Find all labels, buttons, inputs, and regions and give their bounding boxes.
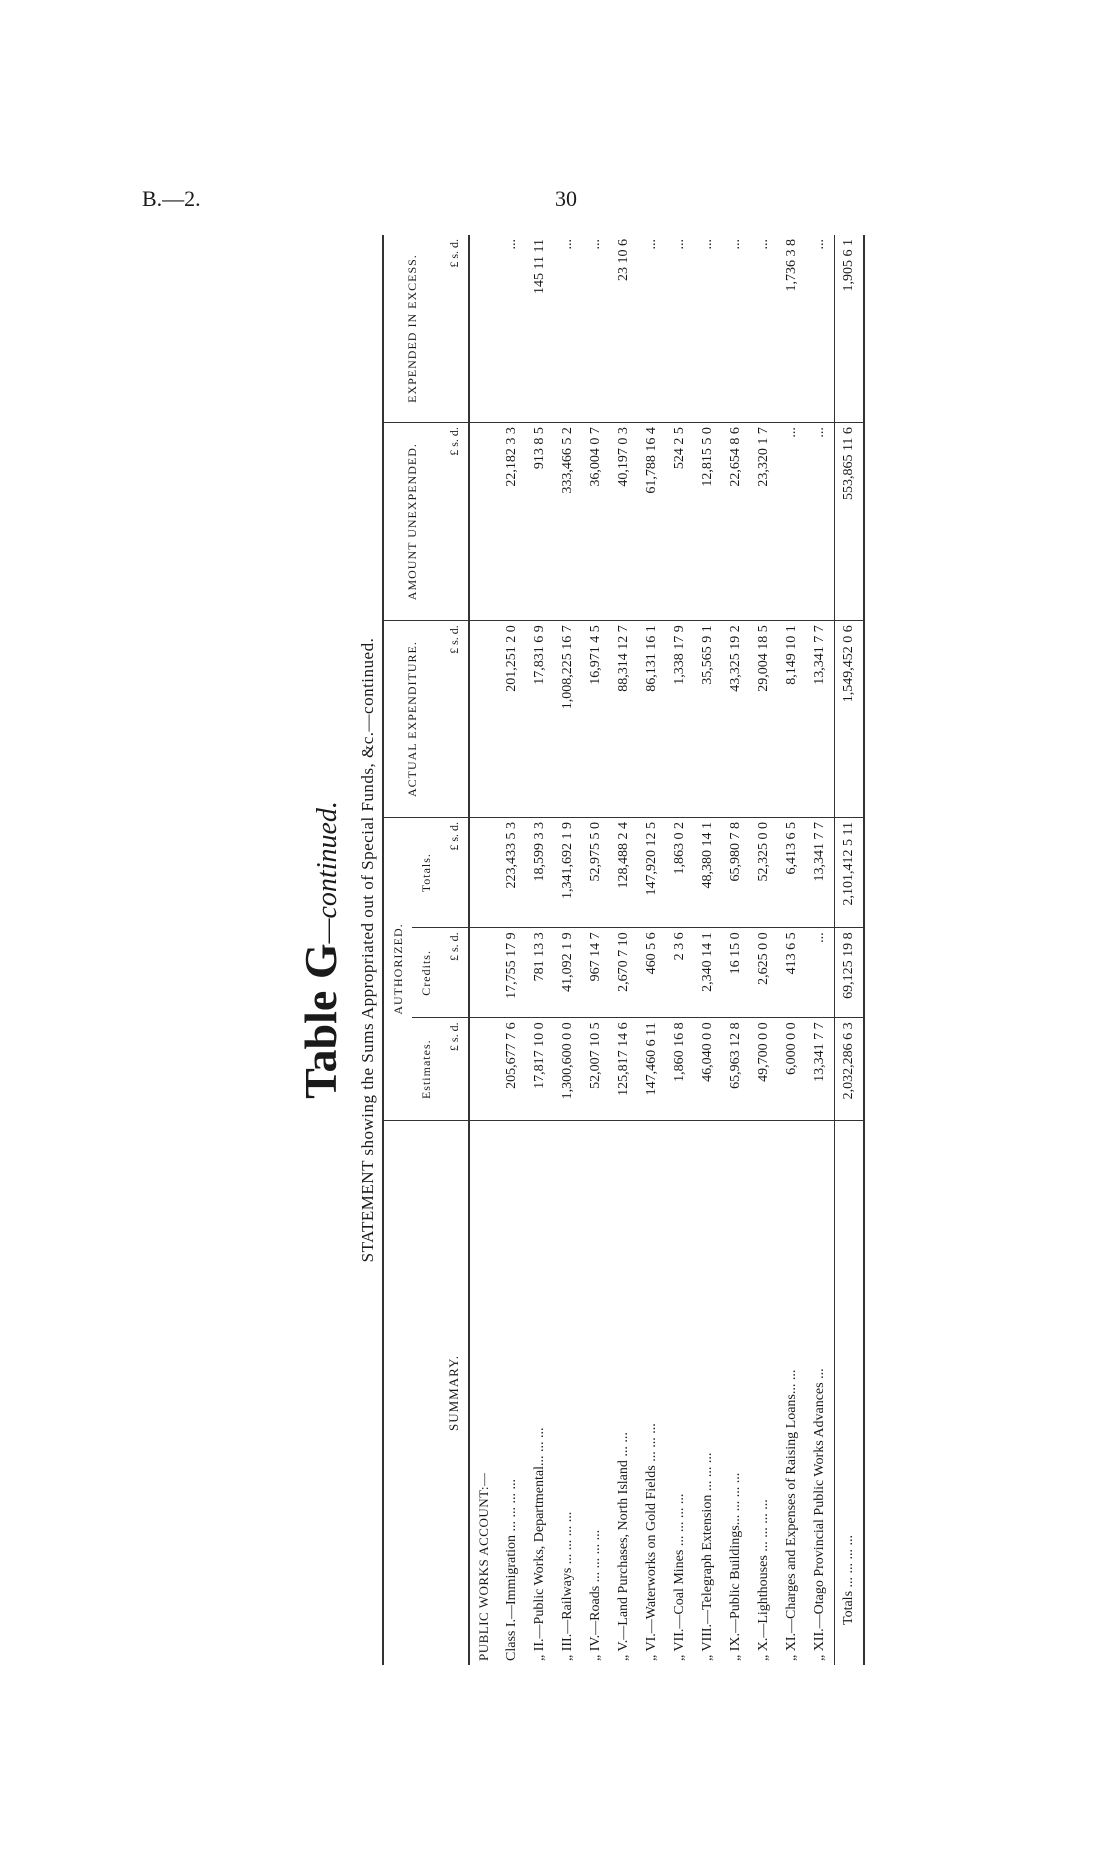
totals-cell: 147,920 12 5 xyxy=(638,817,666,927)
actual-cell: 1,338 17 9 xyxy=(666,621,694,818)
unexpended-cell: 40,197 0 3 xyxy=(610,423,638,621)
units-label: £ s. d. xyxy=(440,928,469,1018)
totals-cell: 6,413 6 5 xyxy=(778,817,806,927)
credits-cell: 41,092 1 9 xyxy=(554,928,582,1018)
table-body xyxy=(469,235,835,1665)
excess-cell: ... xyxy=(806,235,835,423)
totals-actual: 1,549,452 0 6 xyxy=(835,621,865,818)
credits-cell: 413 6 5 xyxy=(778,928,806,1018)
row-label: „ XII.—Otago Provincial Public Works Advances ... xyxy=(812,1368,827,1661)
table-title xyxy=(294,215,347,1685)
table-subtitle: STATEMENT showing the Sums Appropriated out of Special Funds, &c.—continued. xyxy=(358,637,377,1263)
actual-cell: 17,831 6 9 xyxy=(526,621,554,818)
totals-row xyxy=(835,235,865,1665)
unexpended-cell: 61,788 16 4 xyxy=(638,423,666,621)
totals-unexpended: 553,865 11 6 xyxy=(835,423,865,621)
unexpended-cell: 36,004 0 7 xyxy=(582,423,610,621)
table-row xyxy=(694,235,722,1665)
excess-cell: ... xyxy=(554,235,582,423)
row-label: „ IV.—Roads ... ... ... ... xyxy=(588,1529,603,1661)
unexpended-cell: 524 2 5 xyxy=(666,423,694,621)
row-label: „ III.—Railways ... ... ... ... xyxy=(560,1511,575,1661)
credits-cell: 781 13 3 xyxy=(526,928,554,1018)
actual-cell: 13,341 7 7 xyxy=(806,621,835,818)
estimates-cell: 147,460 6 11 xyxy=(638,1018,666,1121)
totals-label: Totals ... ... ... ... xyxy=(835,1121,865,1666)
actual-cell: 43,325 19 2 xyxy=(722,621,750,818)
row-label: Class I.—Immigration ... ... ... ... xyxy=(504,1479,519,1661)
page-number: 30 xyxy=(555,186,577,211)
table-row xyxy=(526,235,554,1665)
section-label: PUBLIC WORKS ACCOUNT:— xyxy=(476,1472,491,1661)
credits-cell: 16 15 0 xyxy=(722,928,750,1018)
title-text: Table G xyxy=(295,943,346,1099)
page-reference: B.—2. xyxy=(142,186,201,211)
estimates-cell: 46,040 0 0 xyxy=(694,1018,722,1121)
excess-cell: ... xyxy=(498,235,526,423)
estimates-cell: 17,817 10 0 xyxy=(526,1018,554,1121)
estimates-cell: 65,963 12 8 xyxy=(722,1018,750,1121)
credits-cell: 967 14 7 xyxy=(582,928,610,1018)
actual-cell: 8,149 10 1 xyxy=(778,621,806,818)
actual-cell: 35,565 9 1 xyxy=(694,621,722,818)
totals-cell: 48,380 14 1 xyxy=(694,817,722,927)
authorized-header: AUTHORIZED. xyxy=(383,817,412,1120)
estimates-cell: 1,300,600 0 0 xyxy=(554,1018,582,1121)
totals-cell: 223,433 5 3 xyxy=(498,817,526,927)
estimates-cell: 1,860 16 8 xyxy=(666,1018,694,1121)
excess-cell: ... xyxy=(666,235,694,423)
totals-cell: 52,325 0 0 xyxy=(750,817,778,927)
actual-cell: 201,251 2 0 xyxy=(498,621,526,818)
excess-cell: ... xyxy=(582,235,610,423)
estimates-cell: 52,007 10 5 xyxy=(582,1018,610,1121)
rotated-table-region xyxy=(280,215,900,1685)
totals-cell: 18,599 3 3 xyxy=(526,817,554,927)
totals-cell: 128,488 2 4 xyxy=(610,817,638,927)
actual-cell: 16,971 4 5 xyxy=(582,621,610,818)
credits-cell: 2 3 6 xyxy=(666,928,694,1018)
row-label: „ XI.—Charges and Expenses of Raising Loans... ... xyxy=(784,1369,799,1661)
actual-cell: 88,314 12 7 xyxy=(610,621,638,818)
credits-header: Credits. xyxy=(412,928,440,1018)
excess-cell: 23 10 6 xyxy=(610,235,638,423)
summary-label: SUMMARY. xyxy=(446,1354,461,1432)
estimates-cell: 205,677 7 6 xyxy=(498,1018,526,1121)
credits-cell: 2,670 7 10 xyxy=(610,928,638,1018)
row-label: „ X.—Lighthouses ... ... ... ... xyxy=(756,1499,771,1661)
table-row xyxy=(610,235,638,1665)
excess-cell: ... xyxy=(750,235,778,423)
label-header xyxy=(383,1121,440,1666)
estimates-cell: 6,000 0 0 xyxy=(778,1018,806,1121)
actual-header: ACTUAL EXPENDITURE. xyxy=(383,621,440,818)
totals-credits: 69,125 19 8 xyxy=(835,928,865,1018)
unexpended-cell: 22,182 3 3 xyxy=(498,423,526,621)
excess-cell: 1,736 3 8 xyxy=(778,235,806,423)
totals-header: Totals. xyxy=(412,817,440,927)
table-row xyxy=(666,235,694,1665)
estimates-cell: 13,341 7 7 xyxy=(806,1018,835,1121)
totals-totals: 2,101,412 5 11 xyxy=(835,817,865,927)
row-label: „ VII.—Coal Mines ... ... ... ... xyxy=(672,1493,687,1661)
unexpended-cell: 333,466 5 2 xyxy=(554,423,582,621)
excess-header: EXPENDED IN EXCESS. xyxy=(383,235,440,423)
totals-excess: 1,905 6 1 xyxy=(835,235,865,423)
credits-cell: 460 5 6 xyxy=(638,928,666,1018)
table-row xyxy=(498,235,526,1665)
estimates-header: Estimates. xyxy=(412,1018,440,1121)
totals-cell: 52,975 5 0 xyxy=(582,817,610,927)
unexpended-cell: ... xyxy=(778,423,806,621)
header-row-1 xyxy=(383,235,412,1665)
totals-cell: 1,863 0 2 xyxy=(666,817,694,927)
actual-cell: 29,004 18 5 xyxy=(750,621,778,818)
actual-cell: 1,008,225 16 7 xyxy=(554,621,582,818)
table-row xyxy=(722,235,750,1665)
table-row xyxy=(750,235,778,1665)
row-label: „ VIII.—Telegraph Extension ... ... ... xyxy=(700,1452,715,1661)
excess-cell: ... xyxy=(722,235,750,423)
unexpended-header: AMOUNT UNEXPENDED. xyxy=(383,423,440,621)
units-label: £ s. d. xyxy=(440,621,469,818)
unexpended-cell: 22,654 8 6 xyxy=(722,423,750,621)
credits-cell: ... xyxy=(806,928,835,1018)
totals-estimates: 2,032,286 6 3 xyxy=(835,1018,865,1121)
table-row xyxy=(806,235,835,1665)
table-row xyxy=(778,235,806,1665)
unexpended-cell: 12,815 5 0 xyxy=(694,423,722,621)
appropriations-table xyxy=(382,235,865,1665)
landscape-content xyxy=(280,215,900,1685)
totals-cell: 13,341 7 7 xyxy=(806,817,835,927)
unexpended-cell: ... xyxy=(806,423,835,621)
units-label: £ s. d. xyxy=(440,235,469,423)
row-label: „ VI.—Waterworks on Gold Fields ... ... ... xyxy=(644,1423,659,1661)
row-label: „ IX.—Public Buildings... ... ... ... xyxy=(728,1472,743,1661)
units-row xyxy=(440,235,469,1665)
credits-cell: 17,755 17 9 xyxy=(498,928,526,1018)
excess-cell: ... xyxy=(638,235,666,423)
unexpended-cell: 23,320 1 7 xyxy=(750,423,778,621)
estimates-cell: 49,700 0 0 xyxy=(750,1018,778,1121)
units-label: £ s. d. xyxy=(440,1018,469,1121)
totals-cell: 1,341,692 1 9 xyxy=(554,817,582,927)
table-row xyxy=(638,235,666,1665)
excess-cell: 145 11 11 xyxy=(526,235,554,423)
totals-cell: 65,980 7 8 xyxy=(722,817,750,927)
section-row xyxy=(469,235,498,1665)
units-label: £ s. d. xyxy=(440,423,469,621)
excess-cell: ... xyxy=(694,235,722,423)
row-label: „ II.—Public Works, Departmental... ... ... xyxy=(532,1427,547,1661)
table-row xyxy=(582,235,610,1665)
table-row xyxy=(554,235,582,1665)
credits-cell: 2,340 14 1 xyxy=(694,928,722,1018)
title-suffix: —continued. xyxy=(312,801,343,944)
row-label: „ V.—Land Purchases, North Island ... ... xyxy=(616,1432,631,1661)
actual-cell: 86,131 16 1 xyxy=(638,621,666,818)
units-label: £ s. d. xyxy=(440,817,469,927)
credits-cell: 2,625 0 0 xyxy=(750,928,778,1018)
estimates-cell: 125,817 14 6 xyxy=(610,1018,638,1121)
unexpended-cell: 913 8 5 xyxy=(526,423,554,621)
